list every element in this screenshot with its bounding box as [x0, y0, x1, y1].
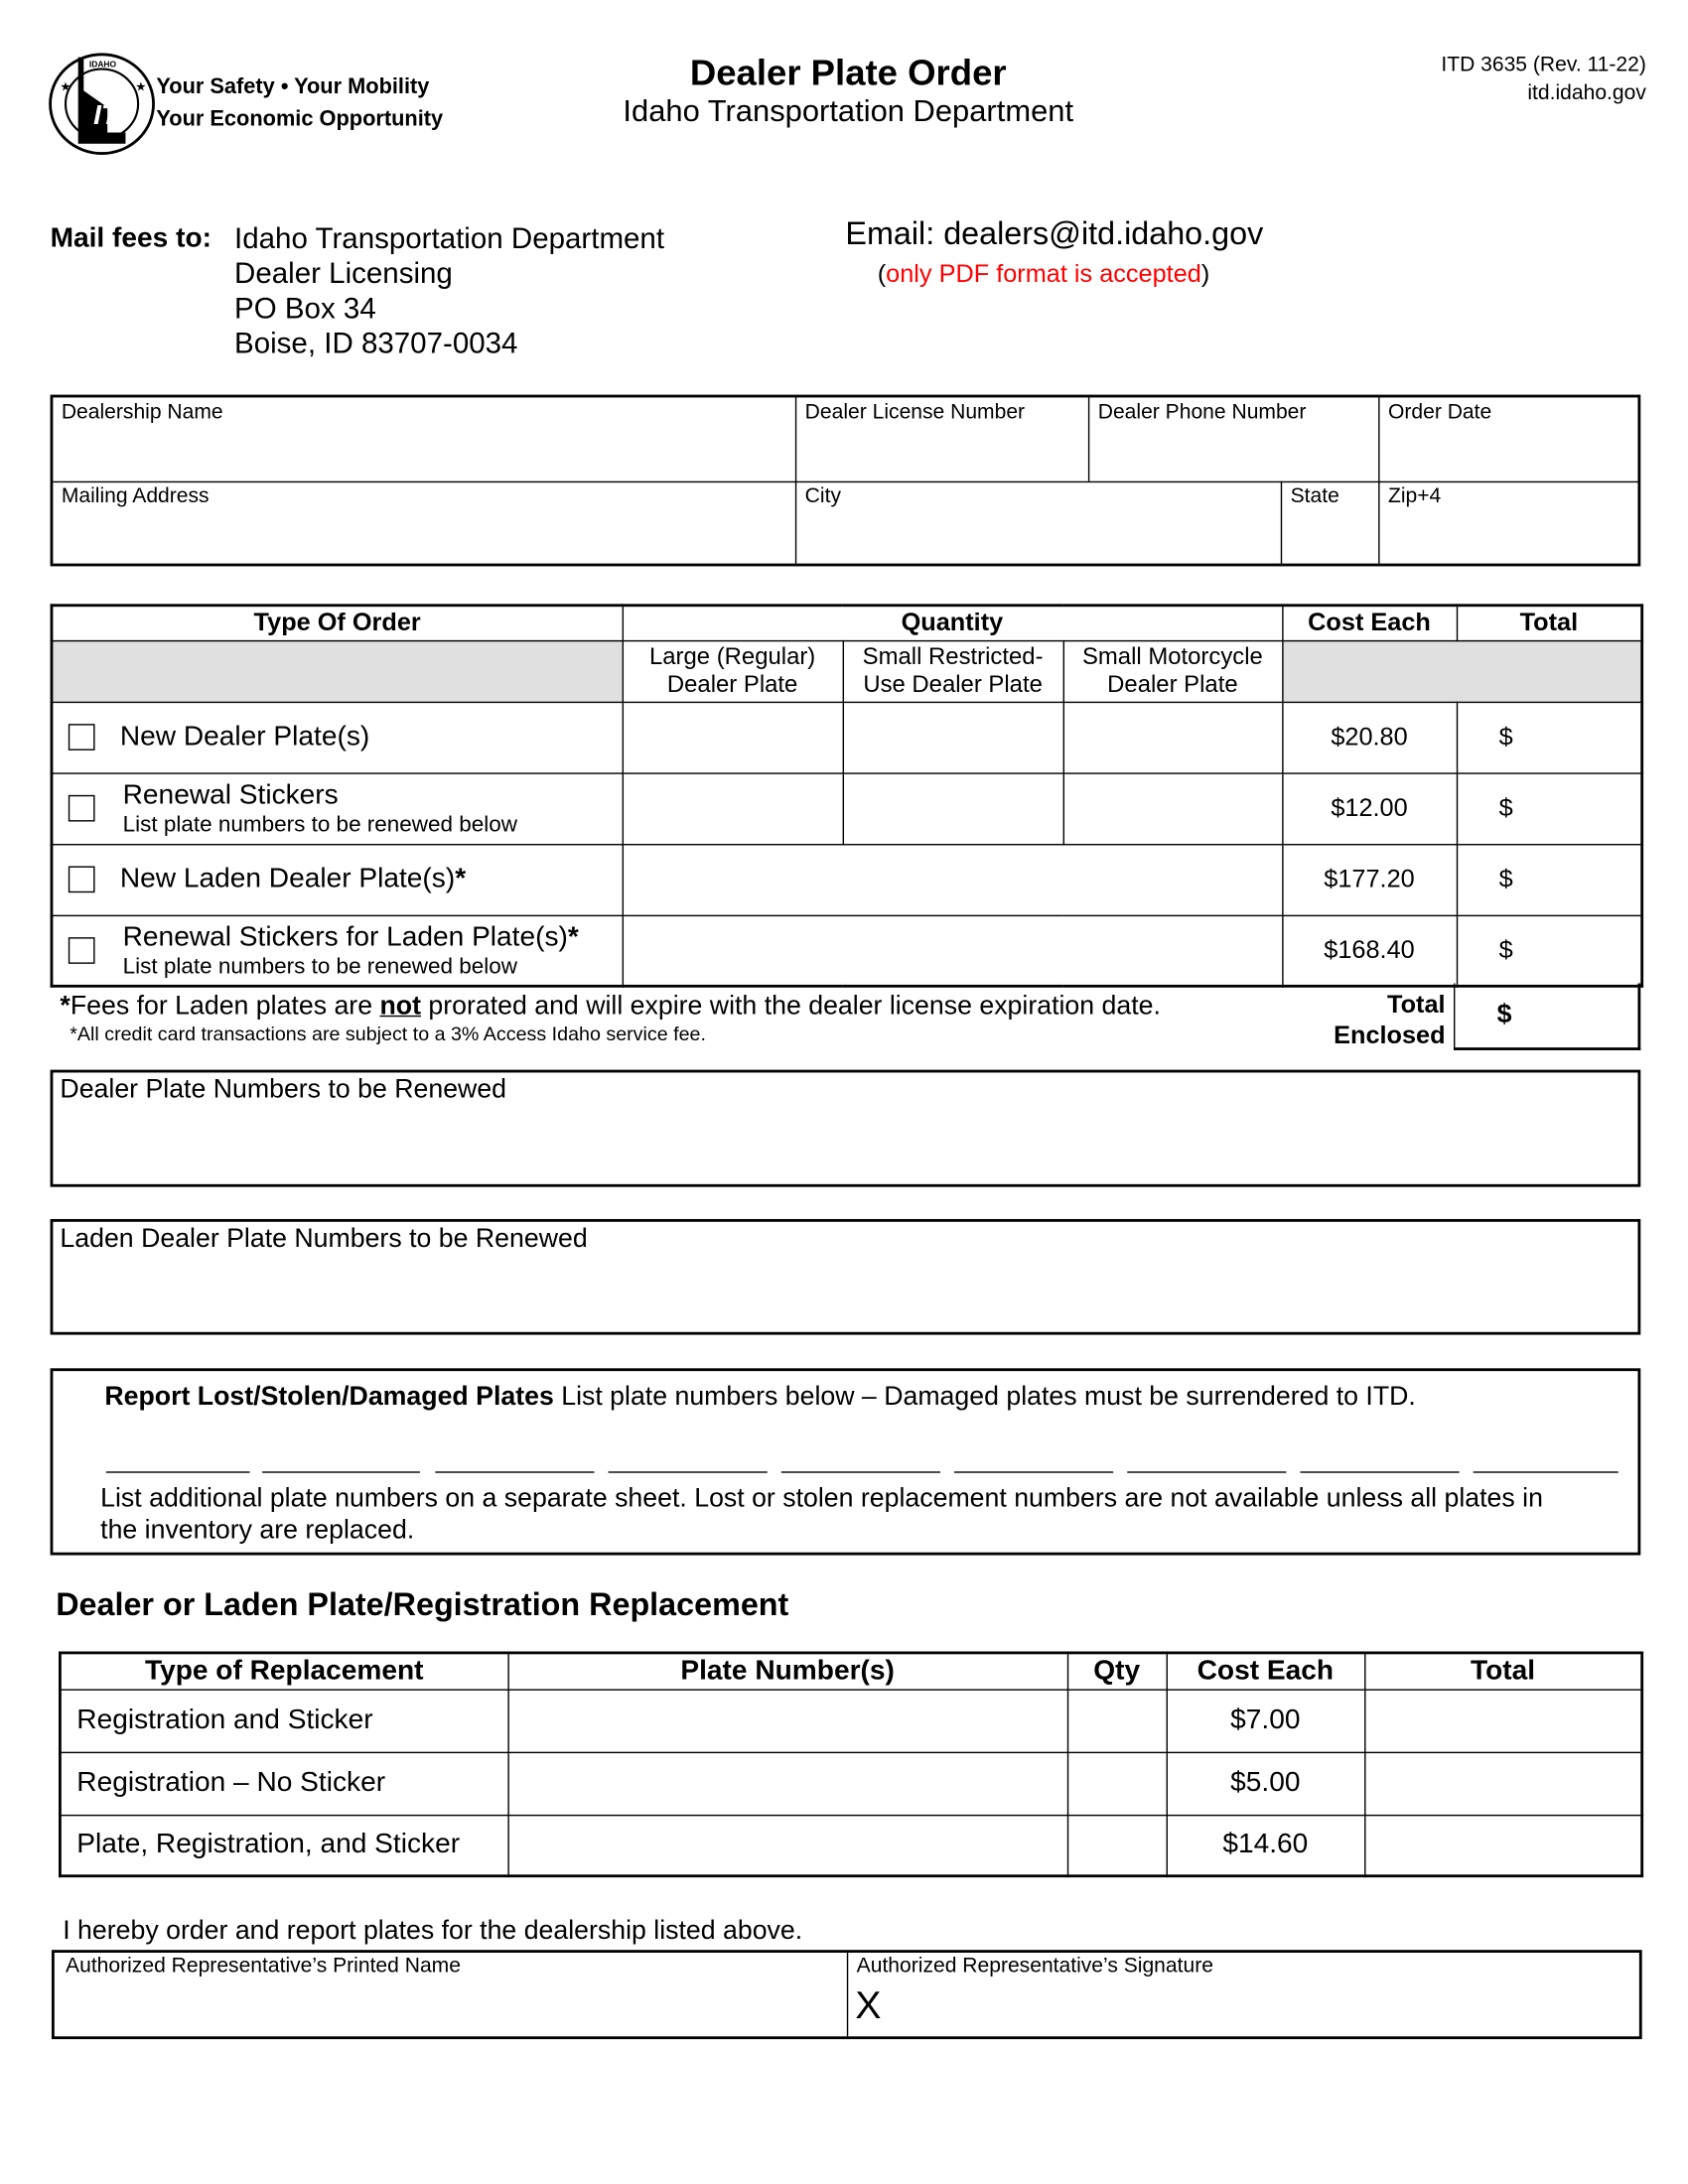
- report-heading: [104, 1382, 1415, 1413]
- row-label: Renewal Stickers for Laden Plate(s): [122, 921, 568, 952]
- laden-footnote: [60, 992, 1161, 1023]
- order-row: [52, 702, 1642, 773]
- replacement-type: Plate, Registration, and Sticker: [60, 1815, 507, 1876]
- dealership-name-field[interactable]: Dealership Name: [61, 400, 223, 425]
- footnote-text: prorated and will expire with the dealer license expiration date.: [420, 991, 1161, 1022]
- total-input[interactable]: [1364, 1752, 1642, 1815]
- mail-address: [234, 221, 664, 361]
- plate-number-line[interactable]: [609, 1471, 768, 1472]
- row-label: Renewal Stickers: [122, 778, 339, 810]
- credit-card-footnote: *All credit card transactions are subject to a 3% Access Idaho service fee.: [70, 1022, 706, 1045]
- order-table: [51, 604, 1644, 987]
- header-plate-numbers: Plate Number(s): [507, 1653, 1066, 1690]
- tagline-line-2: Your Economic Opportunity: [156, 107, 444, 132]
- laden-plate-numbers-field[interactable]: [51, 1219, 1641, 1335]
- field-label: Dealer Plate Numbers to be Renewed: [60, 1075, 507, 1105]
- plate-number-line[interactable]: [262, 1471, 420, 1472]
- asterisk: *: [60, 991, 70, 1022]
- license-number-field[interactable]: Dealer License Number: [804, 400, 1026, 425]
- plate-number-line[interactable]: [106, 1471, 250, 1472]
- printed-name-field[interactable]: [55, 1953, 847, 2036]
- order-row: [52, 915, 1642, 987]
- svg-text:IDAHO: IDAHO: [88, 59, 117, 69]
- cost-each: $20.80: [1282, 702, 1457, 773]
- new-dealer-plate-checkbox[interactable]: [69, 724, 95, 751]
- form-number: ITD 3635 (Rev. 11-22): [1441, 53, 1646, 77]
- plate-numbers-input[interactable]: [507, 1752, 1066, 1815]
- report-note-line: the inventory are replaced.: [100, 1516, 415, 1546]
- itd-logo-icon: [48, 52, 157, 156]
- report-title: Report Lost/Stolen/Damaged Plates: [104, 1382, 554, 1412]
- cost-each: $177.20: [1282, 844, 1457, 915]
- zip-field[interactable]: Zip+4: [1387, 483, 1442, 508]
- state-field[interactable]: State: [1290, 483, 1339, 508]
- row-total[interactable]: $: [1457, 844, 1642, 915]
- replacement-type: Registration and Sticker: [60, 1689, 507, 1751]
- qty-input[interactable]: [843, 772, 1063, 844]
- qty-input[interactable]: [623, 915, 1283, 987]
- qty-input[interactable]: [843, 702, 1063, 773]
- report-note-line: List additional plate numbers on a separate sheet. Lost or stolen replacement numbers are not available unless all plates in: [100, 1483, 1543, 1514]
- mail-address-line: Dealer Licensing: [234, 257, 453, 291]
- row-total[interactable]: $: [1457, 702, 1642, 773]
- header-cost-each: Cost Each: [1167, 1653, 1365, 1690]
- subheader-small-restricted: Small Restricted-Use Dealer Plate: [843, 640, 1063, 702]
- signature-field[interactable]: [848, 1953, 1639, 2036]
- email-address: Email: dealers@itd.idaho.gov: [845, 214, 1264, 251]
- cost-each: $168.40: [1282, 915, 1457, 987]
- qty-input[interactable]: [1063, 702, 1283, 773]
- qty-input[interactable]: [1067, 1752, 1167, 1815]
- row-total[interactable]: $: [1457, 772, 1642, 844]
- paren: (: [877, 259, 887, 288]
- plate-number-line[interactable]: [1127, 1471, 1286, 1472]
- row-label: New Dealer Plate(s): [119, 721, 370, 752]
- page-subtitle: Idaho Transportation Department: [623, 93, 1074, 129]
- pdf-note: [878, 259, 1210, 289]
- order-row: [52, 844, 1642, 915]
- replacement-table: [59, 1652, 1643, 1878]
- asterisk: *: [567, 921, 579, 952]
- cost-each: $14.60: [1167, 1815, 1365, 1876]
- renewal-stickers-checkbox[interactable]: [69, 795, 95, 822]
- header-total: Total: [1364, 1653, 1642, 1690]
- total-input[interactable]: [1364, 1689, 1642, 1751]
- footnote-bold: not: [379, 991, 421, 1022]
- new-laden-plate-checkbox[interactable]: [69, 867, 95, 893]
- order-date-field[interactable]: Order Date: [1387, 400, 1492, 425]
- tagline-line-1: Your Safety • Your Mobility: [156, 74, 430, 99]
- field-label: Laden Dealer Plate Numbers to be Renewed: [60, 1224, 588, 1255]
- qty-input[interactable]: [623, 772, 843, 844]
- dealer-info-box: [51, 395, 1641, 567]
- signature-box: [52, 1950, 1642, 2039]
- total-enclosed-value: $: [1496, 1000, 1512, 1029]
- total-input[interactable]: [1364, 1815, 1642, 1876]
- footnote-text: Fees for Laden plates are: [70, 991, 380, 1022]
- mail-address-line: PO Box 34: [234, 293, 376, 326]
- qty-input[interactable]: [623, 702, 843, 773]
- row-total[interactable]: $: [1457, 915, 1642, 987]
- svg-text:★: ★: [135, 79, 147, 94]
- renewal-laden-checkbox[interactable]: [69, 937, 95, 964]
- pdf-note-text: only PDF format is accepted: [886, 259, 1201, 288]
- field-label: Authorized Representative’s Printed Name: [66, 1954, 461, 1979]
- field-label: Authorized Representative’s Signature: [856, 1954, 1213, 1979]
- replacement-heading: Dealer or Laden Plate/Registration Replacement: [56, 1585, 789, 1623]
- qty-input[interactable]: [1063, 772, 1283, 844]
- plate-number-line[interactable]: [435, 1471, 594, 1472]
- signature-x-mark: X: [855, 1982, 882, 2027]
- city-field[interactable]: City: [804, 483, 841, 508]
- dealer-plate-numbers-field[interactable]: [51, 1070, 1641, 1187]
- plate-number-line[interactable]: [1474, 1471, 1618, 1472]
- row-label: New Laden Dealer Plate(s): [119, 863, 456, 894]
- header-type-of-replacement: Type of Replacement: [60, 1653, 507, 1690]
- mail-address-line: Idaho Transportation Department: [234, 222, 665, 256]
- header-type: Type Of Order: [52, 606, 623, 640]
- report-note: [100, 1483, 1543, 1548]
- plate-number-line[interactable]: [781, 1471, 940, 1472]
- header-total: Total: [1457, 606, 1642, 640]
- total-enclosed-label: [1334, 989, 1445, 1050]
- qty-input[interactable]: [623, 844, 1283, 915]
- mailing-address-field[interactable]: Mailing Address: [61, 483, 210, 508]
- replacement-row: [60, 1689, 1641, 1751]
- website: itd.idaho.gov: [1527, 80, 1646, 105]
- header-qty: Qty: [1067, 1653, 1167, 1690]
- page-title: Dealer Plate Order: [689, 51, 1007, 94]
- mail-address-line: Boise, ID 83707-0034: [234, 328, 518, 360]
- order-row: [52, 772, 1642, 844]
- mail-fees-label: Mail fees to:: [50, 222, 211, 254]
- plate-number-line[interactable]: [1300, 1471, 1459, 1472]
- plate-numbers-input[interactable]: [507, 1689, 1066, 1751]
- row-sublabel: List plate numbers to be renewed below: [122, 812, 518, 837]
- row-sublabel: List plate numbers to be renewed below: [122, 954, 518, 979]
- asterisk: *: [455, 863, 467, 894]
- header-quantity: Quantity: [623, 606, 1283, 640]
- header-cost-each: Cost Each: [1282, 606, 1457, 640]
- phone-field[interactable]: Dealer Phone Number: [1097, 400, 1307, 425]
- subheader-large: Large (Regular) Dealer Plate: [623, 640, 843, 702]
- svg-text:IT: IT: [93, 99, 119, 131]
- replacement-type: Registration – No Sticker: [60, 1752, 507, 1815]
- cost-each: $12.00: [1282, 772, 1457, 844]
- replacement-row: [60, 1752, 1641, 1815]
- qty-input[interactable]: [1067, 1689, 1167, 1751]
- replacement-row: [60, 1815, 1641, 1876]
- total-enclosed-field[interactable]: [1454, 984, 1640, 1050]
- qty-input[interactable]: [1067, 1815, 1167, 1876]
- plate-number-line[interactable]: [954, 1471, 1113, 1472]
- cost-each: $7.00: [1167, 1689, 1365, 1751]
- paren: ): [1200, 259, 1210, 288]
- plate-numbers-input[interactable]: [507, 1815, 1066, 1876]
- subheader-motorcycle: Small Motorcycle Dealer Plate: [1063, 640, 1283, 702]
- cost-each: $5.00: [1167, 1752, 1365, 1815]
- order-statement: I hereby order and report plates for the dealership listed above.: [63, 1916, 803, 1946]
- total-label: Total: [1387, 990, 1446, 1019]
- enclosed-label: Enclosed: [1334, 1021, 1446, 1049]
- report-text: List plate numbers below – Damaged plates must be surrendered to ITD.: [553, 1382, 1416, 1412]
- svg-text:★: ★: [60, 79, 71, 94]
